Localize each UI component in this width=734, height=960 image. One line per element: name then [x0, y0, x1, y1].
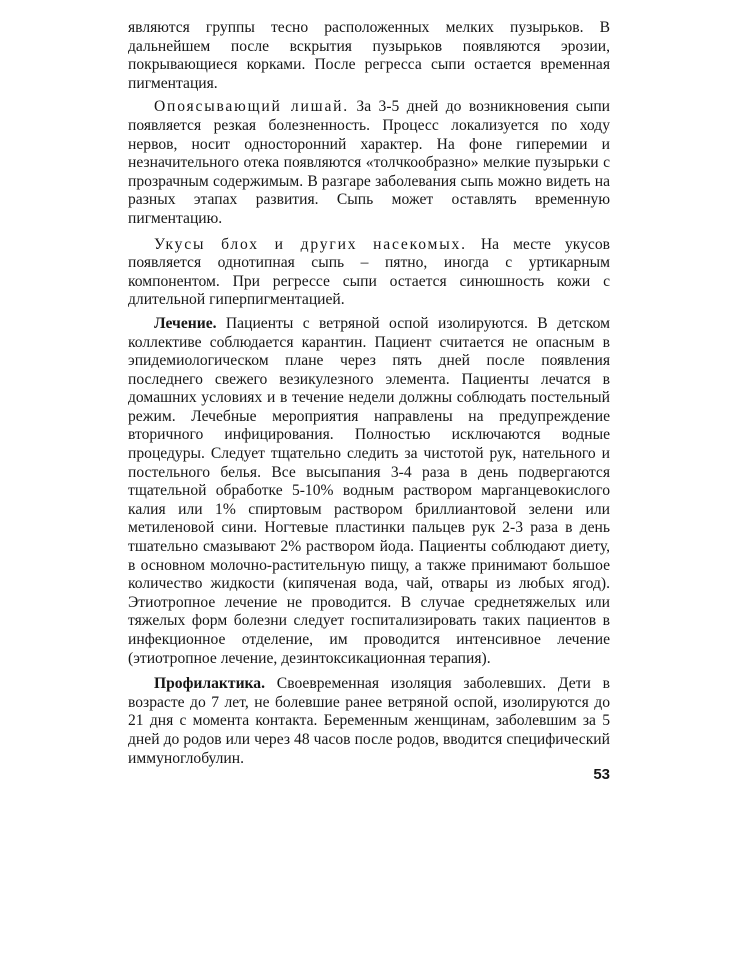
page-body [128, 19, 610, 768]
paragraph-body: На месте укусов появляется однотипная сыпь – пятно, иногда с уртикарным компонентом. При регрессе сыпи остается синюшность кожи с длительной гиперпигментацией. [128, 235, 610, 309]
section-heading-treatment: Лечение. [154, 314, 217, 332]
section-heading-prevention: Профилактика. [154, 675, 265, 693]
paragraph-treatment [128, 315, 610, 668]
section-heading-herpes-zoster: Опоясывающий лишай. [154, 98, 350, 116]
paragraph-prevention [128, 675, 610, 768]
paragraph-insect-bites [128, 236, 610, 310]
paragraph-body: являются группы тесно расположенных мелких пузырьков. В дальнейшем после вскрытия пузырьков появляются эрозии, покрывающиеся корками. После регресса сыпи остается временная пигментация. [128, 19, 610, 92]
paragraph-body: Своевременная изоляция заболевших. Дети в возрасте до 7 лет, не болевшие ранее ветряной оспой, изолируются до 21 дня с момента контакта. Беременным женщинам, заболевшим за 5 дней до родов или через 48 часов после родов, вводится специфический иммуноглобулин. [128, 675, 610, 767]
paragraph-body: Пациенты с ветряной оспой изолируются. В детском коллективе соблюдается карантин. Пациент считается не опасным в эпидемиологическом плане через пять дней после появления последнего свежего везикулезного элемента. Пациенты лечатся в домашних условиях и в течение недели должны соблюдать постельный режим. Лечебные мероприятия направлены на предупреждение вторичного инфицирования. Полностью исключаются водные процедуры. Следует тщательно следить за чистотой рук, нательного и постельного белья. Все высыпания 3-4 раза в день подвергаются тщательной обработке 5-10% водным раствором марганцевокислого калия или 1% спиртовым раствором бриллиантовой зелени или метиленовой сини. Ногтевые пластинки пальцев рук 2-3 раза в день тшательно смазывают 2% раствором йода. Пациенты соблюдают диету, в основном молочно-растительную пищу, а также принимают большое количество жидкости (кипяченая вода, чай, отвары из любых ягод). Этиотропное лечение не проводится. В случае среднетяжелых или тяжелых форм болезни следует госпитализировать таких пациентов в инфекционное отделение, им проводится интенсивное лечение (этиотропное лечение, дезинтоксикационная терапия). [128, 314, 610, 667]
paragraph-rash-continuation [128, 19, 610, 93]
section-heading-insect-bites: Укусы блох и других насекомых. [154, 235, 467, 253]
paragraph-herpes-zoster [128, 98, 610, 228]
page-number: 53 [593, 766, 610, 783]
paragraph-body: За 3-5 дней до возникновения сыпи появляется резкая болезненность. Процесс локализуется по ходу нервов, носит односторонний характер. На фоне гиперемии и незначительного отека появляются «толчкообразно» мелкие пузырьки с прозрачным содержимым. В разгаре заболевания сыпь можно видеть на разных этапах развития. Сыпь может оставлять временную пигментацию. [128, 98, 611, 227]
